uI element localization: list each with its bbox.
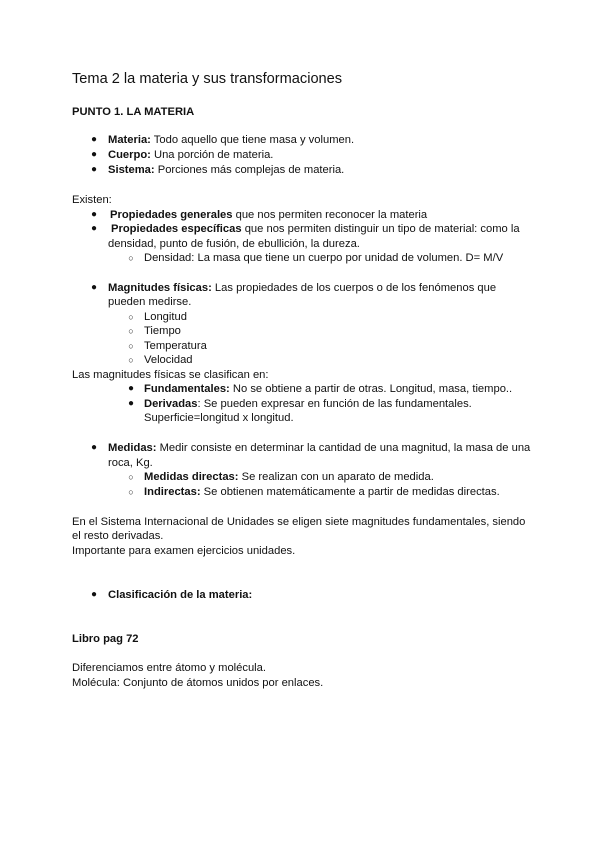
bullet-icon: ● <box>90 282 98 293</box>
section-heading: Libro pag 72 <box>72 633 139 645</box>
term: Magnitudes físicas: <box>108 282 212 294</box>
list-item <box>108 133 354 148</box>
list-item <box>108 148 273 163</box>
paragraph-continuation: el resto derivadas. <box>72 530 164 542</box>
definition: Se realizan con un aparato de medida. <box>238 471 434 483</box>
definition: Las propiedades de los cuerpos o de los fenómenos que <box>211 282 497 294</box>
definition: Una porción de materia. <box>150 149 274 161</box>
list-item <box>108 281 496 296</box>
list-item <box>144 382 512 397</box>
sub-list-item: Velocidad <box>144 354 193 366</box>
term: Indirectas: <box>144 486 201 498</box>
bullet-icon: ● <box>90 223 98 234</box>
list-item-continuation: roca, Kg. <box>108 457 153 469</box>
section-heading: PUNTO 1. LA MATERIA <box>72 106 195 118</box>
paragraph: Diferenciamos entre átomo y molécula. <box>72 662 267 674</box>
paragraph: Las magnitudes físicas se clasifican en: <box>72 369 269 381</box>
circle-bullet-icon: ○ <box>128 487 134 497</box>
list-item <box>144 397 472 412</box>
bullet-icon: ● <box>90 149 98 160</box>
definition: Todo aquello que tiene masa y volumen. <box>150 134 355 146</box>
list-item <box>110 208 427 223</box>
definition: : Se pueden expresar en función de las fundamentales. <box>197 398 472 410</box>
sub-list-item <box>144 485 500 500</box>
list-item-continuation: densidad, punto de fusión, de ebullición, la dureza. <box>108 238 360 250</box>
term: Materia: <box>108 134 151 146</box>
list-item <box>108 441 530 456</box>
bullet-icon: ● <box>90 589 98 600</box>
term: Medidas: <box>108 442 157 454</box>
sub-list-item <box>144 470 434 485</box>
paragraph: Existen: <box>72 194 112 206</box>
sub-list-item: Temperatura <box>144 340 207 352</box>
document-title: Tema 2 la materia y sus transformaciones <box>72 71 343 87</box>
definition: Se obtienen matemáticamente a partir de medidas directas. <box>200 486 500 498</box>
term: Cuerpo: <box>108 149 151 161</box>
term: Sistema: <box>108 164 155 176</box>
list-item: Clasificación de la materia: <box>108 589 253 601</box>
bullet-icon: ● <box>90 209 98 220</box>
bullet-icon: ● <box>127 398 135 409</box>
bullet-icon: ● <box>90 164 98 175</box>
term: Medidas directas: <box>144 471 239 483</box>
term: Propiedades generales <box>110 209 233 221</box>
circle-bullet-icon: ○ <box>128 341 134 351</box>
term: Derivadas <box>144 398 198 410</box>
sub-list-item: Tiempo <box>144 325 181 337</box>
bullet-icon: ● <box>127 383 135 394</box>
list-item <box>111 222 520 237</box>
paragraph: En el Sistema Internacional de Unidades se eligen siete magnitudes fundamentales, siendo <box>72 516 526 528</box>
term: Fundamentales: <box>144 383 230 395</box>
paragraph: Molécula: Conjunto de átomos unidos por enlaces. <box>72 677 324 689</box>
term: Propiedades específicas <box>111 223 242 235</box>
paragraph: Importante para examen ejercicios unidades. <box>72 545 296 557</box>
definition: que nos permiten reconocer la materia <box>232 209 428 221</box>
definition: Medir consiste en determinar la cantidad de una magnitud, la masa de una <box>156 442 531 454</box>
sub-list-item: Densidad: La masa que tiene un cuerpo por unidad de volumen. D= M/V <box>144 252 504 264</box>
list-item-continuation: Superficie=longitud x longitud. <box>144 412 294 424</box>
definition: No se obtiene a partir de otras. Longitud, masa, tiempo.. <box>229 383 513 395</box>
list-item-continuation: pueden medirse. <box>108 296 192 308</box>
circle-bullet-icon: ○ <box>128 253 134 263</box>
circle-bullet-icon: ○ <box>128 472 134 482</box>
bullet-icon: ● <box>90 442 98 453</box>
definition: Porciones más complejas de materia. <box>154 164 345 176</box>
definition: que nos permiten distinguir un tipo de material: como la <box>241 223 520 235</box>
list-item <box>108 163 344 178</box>
sub-list-item: Longitud <box>144 311 187 323</box>
circle-bullet-icon: ○ <box>128 312 134 322</box>
bullet-icon: ● <box>90 134 98 145</box>
circle-bullet-icon: ○ <box>128 326 134 336</box>
circle-bullet-icon: ○ <box>128 355 134 365</box>
